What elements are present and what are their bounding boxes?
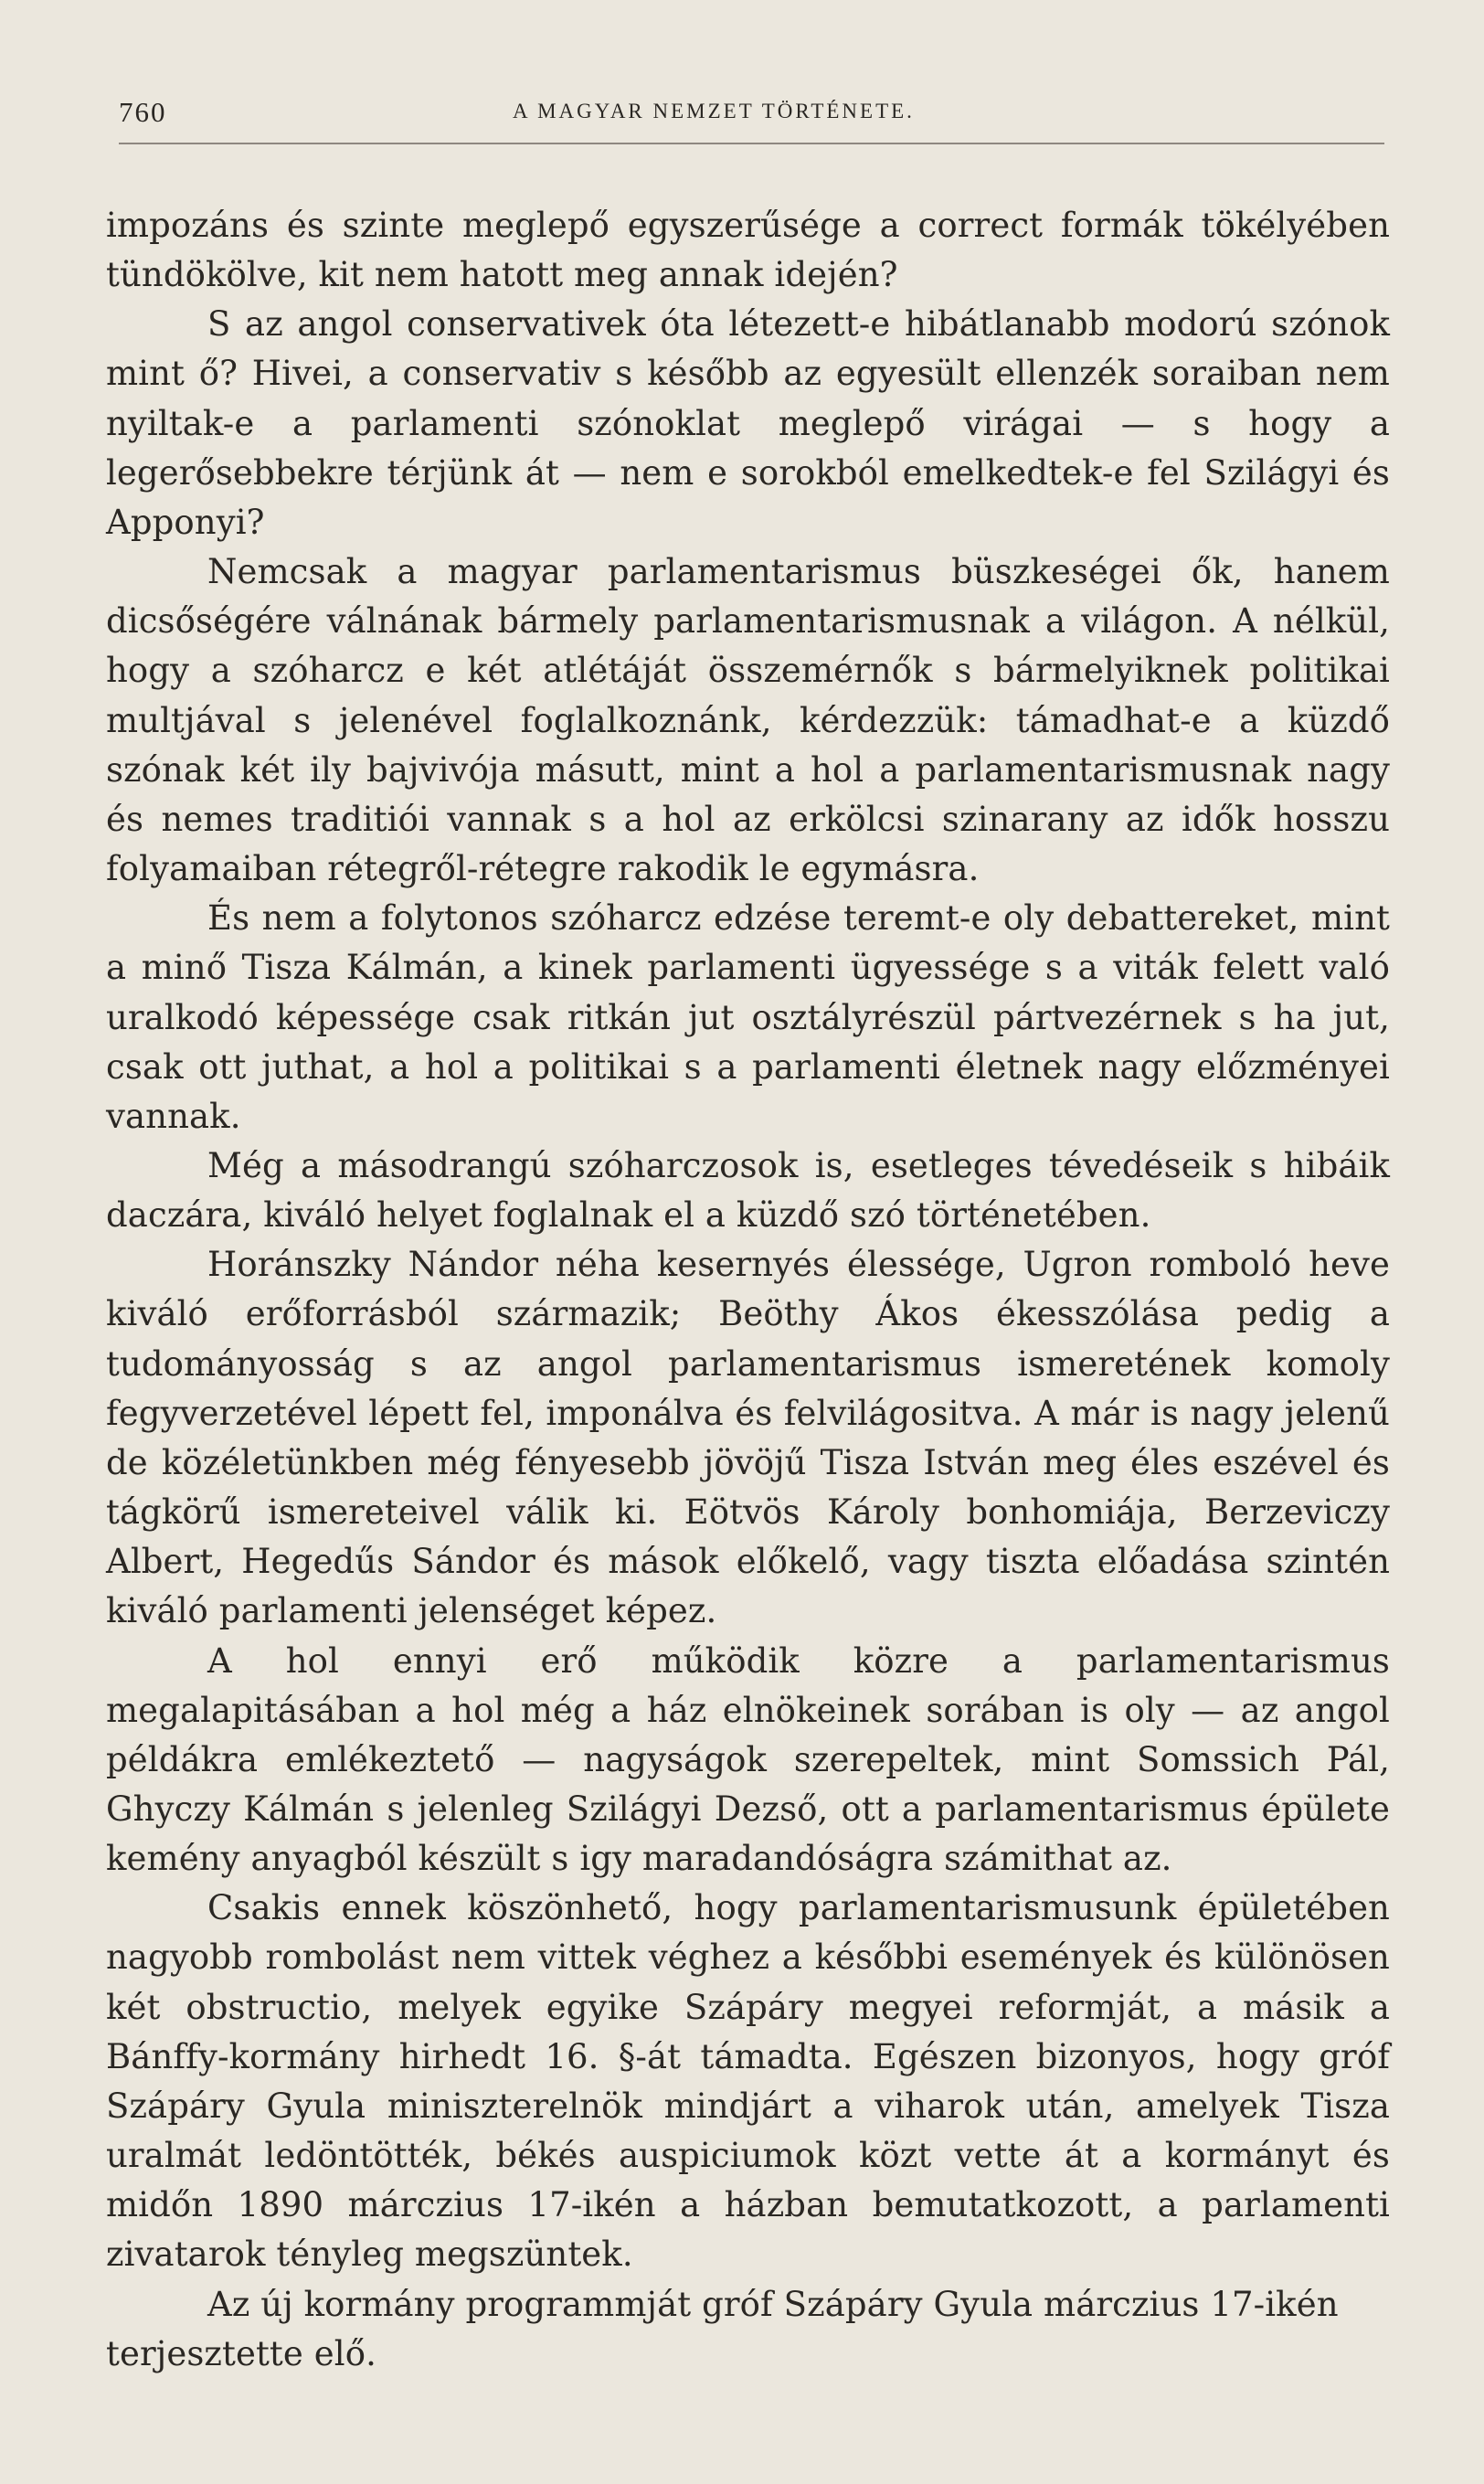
paragraph: A hol ennyi erő működik közre a parlamentarismus megalapitásában a hol még a ház elnökeinek sorában is oly — az angol példákra emlékeztető — nagyságok szerepeltek, mint Somssich Pál, Ghyczy Kálmán s jelenleg Szilágyi Dezső, ott a parlamentarismus épülete kemény anyagból készült s igy maradandóságra számithat az. xyxy=(106,1640,1390,1879)
header-rule xyxy=(119,143,1384,144)
paragraph: impozáns és szinte meglepő egyszerűsége a correct formák tökélyében tündökölve, kit nem hatott meg annak idején? xyxy=(106,206,1390,295)
paragraph: Nemcsak a magyar parlamentarismus büszkeségei ők, hanem dicsőségére válnának bármely parlamentarismusnak a világon. A nélkül, hogy a szóharcz e két atlétáját összemérnők s bármelyiknek politikai multjával s jelenével foglalkoznánk, kérdezzük: támadhat-e a küzdő szónak két ily bajvivója másutt, mint a hol a parlamentarismusnak nagy és nemes traditiói vannak s a hol az erkölcsi szinarany az idők hosszu folyamaiban rétegről-rétegre rakodik le egymásra. xyxy=(106,552,1390,889)
running-head: A MAGYAR NEMZET TÖRTÉNETE. xyxy=(513,100,915,122)
paragraph: Az új kormány programmját gróf Szápáry Gyula márczius 17-ikén terjesztette elő. xyxy=(106,2284,1339,2373)
paragraph: És nem a folytonos szóharcz edzése teremt-e oly debattereket, mint a minő Tisza Kálmán, a kinek parlamenti ügyessége s a viták felett való uralkodó képessége csak ritkán jut osztályrészül pártvezérnek s ha jut, csak ott juthat, a hol a politikai s a parlamenti életnek nagy előzményei vannak. xyxy=(106,898,1390,1136)
page-number: 760 xyxy=(119,96,167,128)
paragraph: Csakis ennek köszönhető, hogy parlamentarismusunk épületében nagyobb rombolást nem vittek véghez a későbbi események és különösen két obstructio, melyek egyike Szápáry megyei reformját, a másik a Bánffy-kormány hirhedt 16. §-át támadta. Egészen bizonyos, hogy gróf Szápáry Gyula miniszterelnök mindjárt a viharok után, amelyek Tisza uralmát ledöntötték, békés auspiciumok közt vette át a kormányt és midőn 1890 márczius 17-ikén a házban bemutatkozott, a parlamenti zivatarok tényleg megszüntek. xyxy=(106,1888,1390,2275)
paragraph: Horánszky Nándor néha kesernyés élessége, Ugron romboló heve kiváló erőforrásból származik; Beöthy Ákos ékesszólása pedig a tudományosság s az angol parlamentarismus ismeretének komoly fegyverzetével lépett fel, imponálva és felvilágositva. A már is nagy jelenű de közéletünkben még fényesebb jövöjű Tisza István meg éles eszével és tágkörű ismereteivel válik ki. Eötvös Károly bonhomiája, Berzeviczy Albert, Hegedűs Sándor és mások előkelő, vagy tiszta előadása szintén kiváló parlamenti jelenséget képez. xyxy=(106,1245,1390,1631)
body-text xyxy=(106,201,1390,2379)
page-header xyxy=(119,96,1398,137)
paragraph: Még a másodrangú szóharczosok is, esetleges tévedéseik s hibáik daczára, kiváló helyet foglalnak el a küzdő szó történetében. xyxy=(106,1145,1390,1236)
paragraph: S az angol conservativek óta létezett-e hibátlanabb modorú szónok mint ő? Hivei, a conservativ s később az egyesült ellenzék soraiban nem nyiltak-e a parlamenti szónoklat meglepő virágai — s hogy a legerősebbekre térjünk át — nem e sorokból emelkedtek-e fel Szilágyi és Apponyi? xyxy=(106,304,1390,542)
